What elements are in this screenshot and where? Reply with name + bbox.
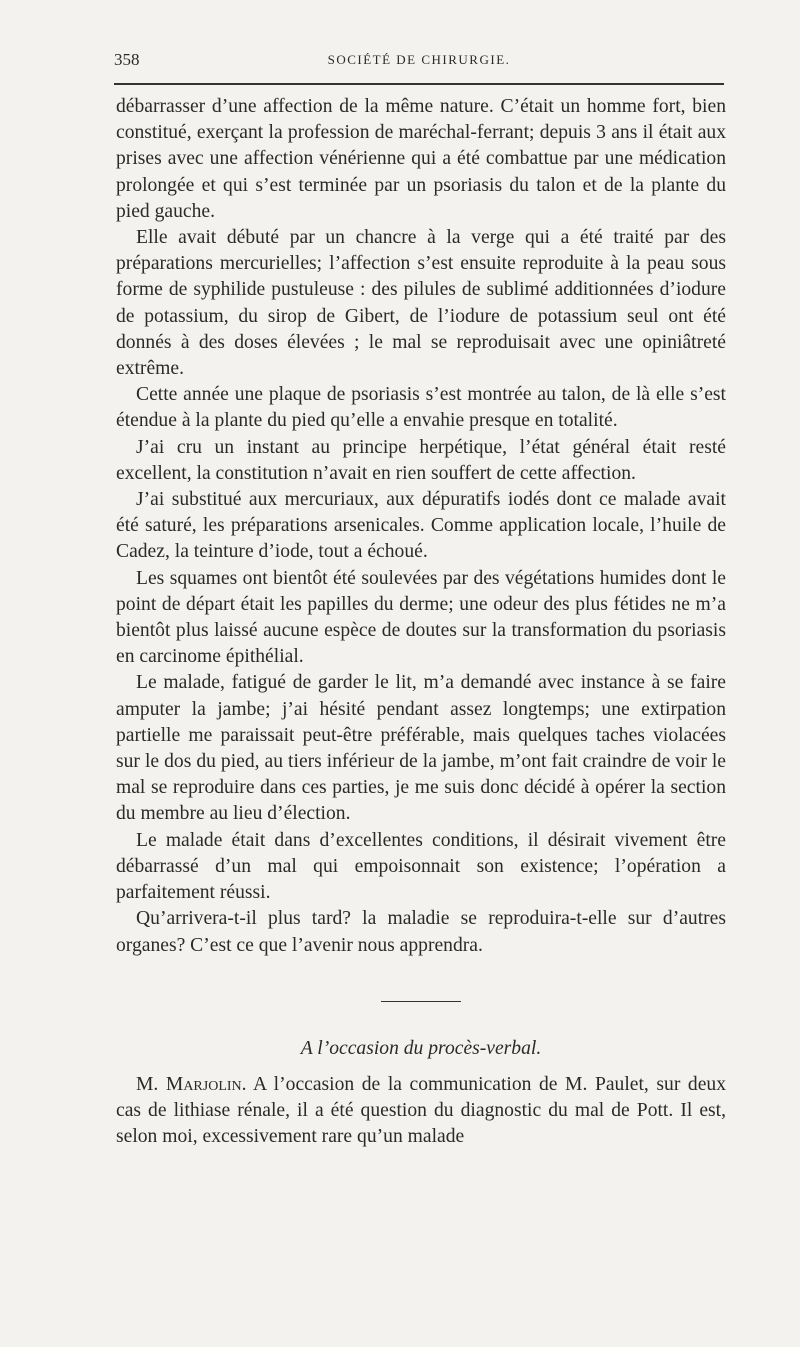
speaker-paragraph <box>116 1072 726 1151</box>
body-text <box>116 94 726 1151</box>
page-header <box>114 50 724 76</box>
paragraph: Qu’arrivera-t-il plus tard? la maladie se reproduira-t-elle sur d’autres organes? C’est ce que l’avenir nous apprendra. <box>116 908 726 956</box>
paragraph: débarrasser d’une affection de la même nature. C’était un homme fort, bien constitué, exerçant la profession de maréchal-ferrant; depuis 3 ans il était aux prises avec une affection vénérienne qui a été combattue par une médication prolongée et qui s’est terminée par un psoriasis du talon et de la plante du pied gauche. <box>116 96 726 222</box>
page-number: 358 <box>114 50 140 69</box>
running-title: SOCIÉTÉ DE CHIRURGIE. <box>327 52 511 67</box>
paragraph: Elle avait débuté par un chancre à la verge qui a été traité par des préparations mercurielles; l’affection s’est ensuite reproduite à la peau sous forme de syphilide pustuleuse : des pilules de sublimé additionnées d’iodure de potassium, du sirop de Gibert, de l’iodure de potassium seul ont été donnés à des doses élevées ; le mal se reproduisait avec une opiniâtreté extrême. <box>116 227 726 380</box>
paragraph: Le malade, fatigué de garder le lit, m’a demandé avec instance à se faire amputer la jambe; j’ai hésité pendant assez longtemps; une extirpation partielle me paraissait peut-être préférable, mais quelques taches violacées sur le dos du pied, au tiers inférieur de la jambe, m’ont fait craindre de voir le mal se reproduire dans ces parties, je me suis donc décidé à opérer la section du membre au lieu d’élection. <box>116 672 726 825</box>
speaker-text: A l’occasion de la communication de M. Paulet, sur deux cas de lithiase rénale, il a été question du diagnostic du mal de Pott. Il est, selon moi, excessivement rare qu’un malade <box>116 1073 726 1148</box>
paragraph: J’ai cru un instant au principe herpétique, l’état général était resté excellent, la constitution n’avait en rien souffert de cette affection. <box>116 436 726 484</box>
section-heading: A l’occasion du procès-verbal. <box>300 1037 542 1059</box>
paragraph: Le malade était dans d’excellentes conditions, il désirait vivement être débarrassé d’un mal qui empoisonnait son existence; l’opération a parfaitement réussi. <box>116 829 726 904</box>
header-rule <box>114 83 724 85</box>
section-separator <box>381 1001 461 1002</box>
paragraph: Cette année une plaque de psoriasis s’est montrée au talon, de là elle s’est étendue à la plante du pied qu’elle a envahie presque en totalité. <box>116 384 726 432</box>
speaker-name: M. Marjolin. <box>136 1073 247 1095</box>
paragraph: J’ai substitué aux mercuriaux, aux dépuratifs iodés dont ce malade avait été saturé, les préparations arsenicales. Comme application locale, l’huile de Cadez, la teinture d’iode, tout a échoué. <box>116 489 726 563</box>
paragraph: Les squames ont bientôt été soulevées par des végétations humides dont le point de départ était les papilles du derme; une odeur des plus fétides ne m’a bientôt plus laissé aucune espèce de doutes sur la transformation du psoriasis en carcinome épithélial. <box>116 567 726 668</box>
